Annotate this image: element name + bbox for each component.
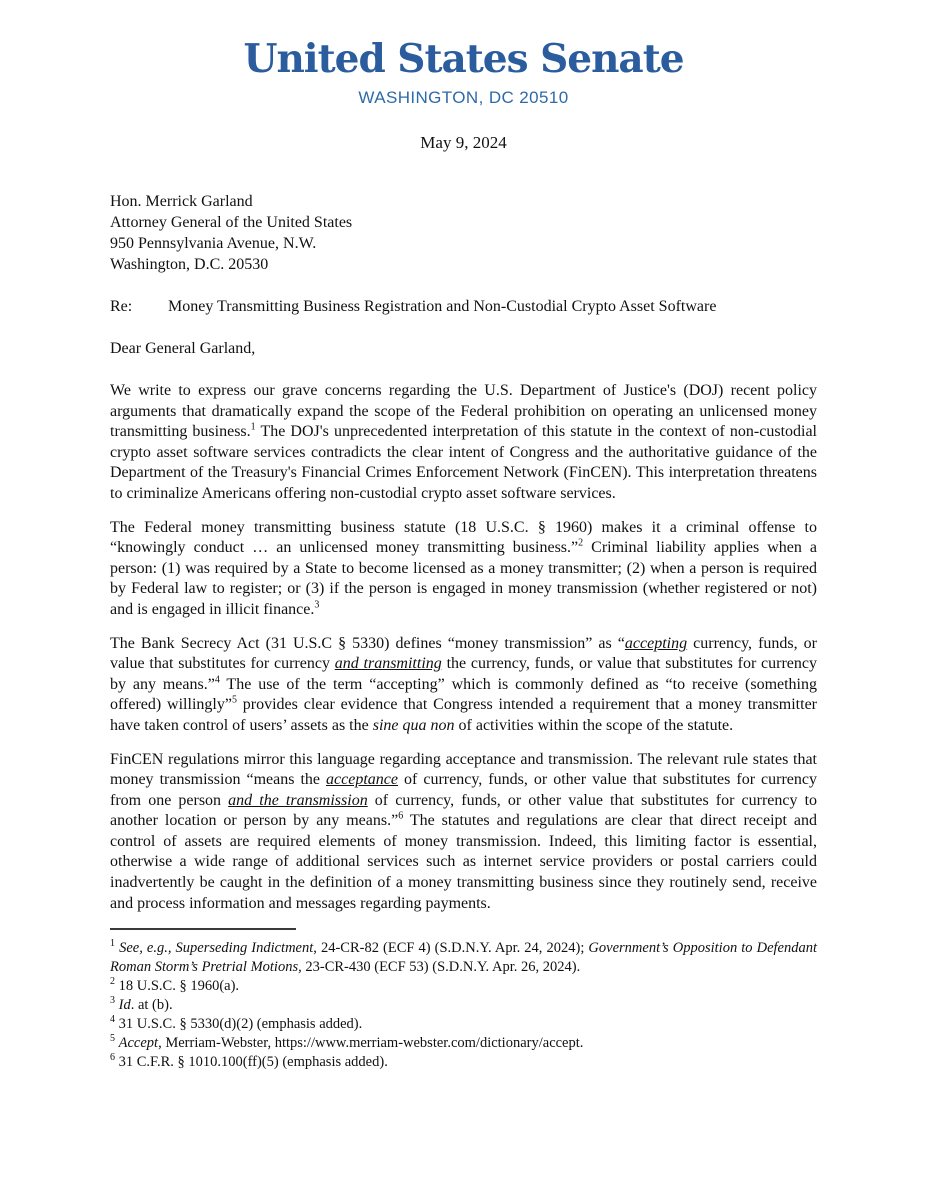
re-subject: Money Transmitting Business Registration and Non-Custodial Crypto Asset Software [168,298,717,315]
footnote [110,1015,817,1034]
body-paragraph [110,518,817,621]
footnote-marker: 5 [110,1033,115,1045]
text-run: See, e.g., Superseding Indictment [119,940,314,957]
text-run: The statutes and regulations are clear that direct receipt and control of assets are required elements of money transmission. Indeed, this limiting factor is essential, otherwise a wide range of additional services such as internet service providers or postal carriers could inadvertently be caught in the definition of a money transmitting business since they routinely send, receive and process information and messages regarding payments. [110,812,817,912]
footnote-marker: 6 [110,1052,115,1064]
text-run: The Bank Secrecy Act (31 U.S.C § 5330) defines “money transmission” as “ [110,634,625,652]
text-run: 18 U.S.C. § 1960(a). [118,978,240,995]
recipient-line: Washington, D.C. 20530 [110,256,269,273]
letterhead [110,35,817,108]
footnote-separator [110,928,296,930]
body-paragraph [110,634,817,737]
text-run: Id [118,997,131,1014]
text-run: Accept [118,1035,159,1052]
letter-date: May 9, 2024 [420,133,507,152]
senate-address: WASHINGTON, DC 20510 [358,88,569,107]
text-run: 23-CR-430 (ECF 53) (S.D.N.Y. Apr. 26, 2024). [301,959,581,976]
footnote-marker: 2 [110,976,115,988]
recipient-line: 950 Pennsylvania Avenue, N.W. [110,235,317,252]
senate-title: United States Senate [243,36,684,82]
text-run: currency, funds, or value that substitutes for currency [110,634,817,673]
footnote [110,939,817,977]
recipient-line: Attorney General of the United States [110,214,353,231]
text-run: The Federal money transmitting business statute (18 U.S.C. § 1960) makes it a criminal offense to “knowingly conduct … an unlicensed money transmitting business.” [110,518,817,557]
body-paragraph [110,750,817,915]
footnote-reference: 4 [214,674,220,686]
text-run: provides clear evidence that Congress intended a requirement that a money transmitter have taken control of users’ assets as the [110,696,818,734]
footnote [110,1053,817,1072]
text-run: 31 U.S.C. § 5330(d)(2) (emphasis added). [118,1016,363,1033]
footnote-reference: 3 [314,599,320,611]
footnote-reference: 5 [231,694,237,706]
text-run: acceptance [326,771,398,789]
text-run: 31 C.F.R. § 1010.100(ff)(5) (emphasis added). [118,1054,388,1071]
text-run: , 24-CR-82 (ECF 4) (S.D.N.Y. Apr. 24, 2024); [313,940,589,957]
footnote-reference: 1 [250,421,256,433]
re-line [110,296,817,317]
footnote-marker: 4 [110,1014,115,1026]
text-run: the currency, funds, or value that substitutes for currency by any means.” [110,655,818,693]
text-run: We write to express our grave concerns regarding the U.S. Department of Justice's (DOJ) recent policy arguments that dramatically expand the scope of the Federal prohibition on operating an unlicensed money transmitting business. [110,382,817,441]
recipient-address [110,191,817,275]
footnote [110,977,817,996]
text-run: of currency, funds, or other value that substitutes for currency to another location or person by any means.” [110,791,818,830]
text-run: and transmitting [334,655,442,673]
footnotes [110,939,817,1072]
footnote-marker: 3 [110,995,115,1007]
text-run: , Merriam-Webster, https://www.merriam-webster.com/dictionary/accept. [158,1035,584,1052]
text-run: The use of the term “accepting” which is commonly defined as “to receive (something offered) willingly” [110,675,818,714]
body-paragraph [110,381,817,505]
salutation: Dear General Garland, [110,340,256,357]
footnote [110,996,817,1015]
footnote [110,1034,817,1053]
text-run: sine qua non [372,716,455,734]
text-run: accepting [624,634,688,652]
recipient-line: Hon. Merrick Garland [110,193,253,210]
footnote-reference: 2 [578,537,584,549]
text-run: and the transmission [228,791,368,809]
footnote-marker: 1 [110,938,115,950]
text-run: FinCEN regulations mirror this language regarding acceptance and transmission. The relevant rule states that money transmission “means the [110,750,817,789]
text-run: Government’s Opposition to Defendant Roman Storm’s Pretrial Motions, [110,940,818,976]
text-run: of activities within the scope of the statute. [454,716,734,734]
text-run: The DOJ's unprecedented interpretation of this statute in the context of non-custodial crypto asset software services contradicts the clear intent of Congress and the authoritative guidance of the Department of the Treasury's Financial Crimes Enforcement Network (FinCEN). This interpretation threatens to criminalize Americans offering non-custodial crypto asset software services. [110,423,817,502]
footnote-reference: 6 [398,810,404,822]
text-run: . at (b). [130,997,173,1014]
text-run: Criminal liability applies when a person: (1) was required by a State to become licensed as a money transmitter; (2) when a person is required by Federal law to register; or (3) if the person is engaged in money transmission (whether registered or not) and is engaged in illicit finance. [110,539,818,618]
text-run: of currency, funds, or other value that substitutes for currency from one person [110,771,818,809]
letter-body [110,381,817,914]
re-label: Re: [110,298,133,315]
